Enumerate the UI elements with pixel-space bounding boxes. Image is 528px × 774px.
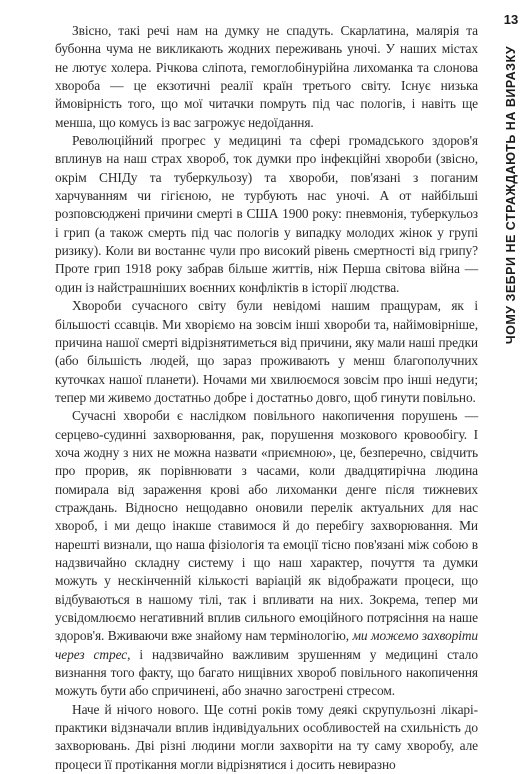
paragraph: Наче й нічого нового. Ще сотні років тому деякі скрупульозні лікарі-практики відзначали вплив індивідуальних особливостей на схильність до захворювань. Дві різні людини могли захворіти на ту саму хворобу, але процеси її протікання могли відрізнятися і досить невиразно [55, 701, 478, 772]
paragraph: Хвороби сучасного світу були невідомі нашим пращурам, як і більшості ссавців. Ми хворіємо на зовсім інші хвороби та, найімовірніше, причина нашої смерті відрізнятиметься від причини, яку мали наші предки (або більшість людей, що зараз проживають у менш благополучних куточках нашої планети). Ночами ми хвилюємося зовсім про інші недуги; тепер ми живемо достатньо добре і достатньо довго, щоб гинути повільно. [55, 298, 478, 405]
paragraph: Звісно, такі речі нам на думку не спадуть. Скарлатина, малярія та бубонна чума не викликають жодних переживань уночі. У наших містах не лютує холера. Річкова сліпота, гемоглобінурійна лихоманка та слонова хвороба — це екзотичні реалії країн третього світу. Існує низька ймовірність того, що мої читачки помруть під час пологів, і навіть ще менша, що комусь із вас загрожує недоїдання. [55, 23, 478, 130]
emphasis-text: ми можемо захворіти через стрес [55, 628, 478, 662]
running-title: ЧОМУ ЗЕБРИ НЕ СТРАЖДАЮТЬ НА ВИРАЗКУ [504, 45, 518, 345]
body-text [55, 22, 478, 774]
paragraph [55, 407, 478, 701]
paragraph: Революційний прогрес у медицині та сфері громадського здоров'я вплинув на наш страх хвороб, ток думки про інфекційні хвороби (звісно, окрім СНІДу та туберкульозу) та хвороби, пов'язані з поганим харчуванням чи гігієною, не турбують нас уночі. А от найбільші розповсюджені причини смерті в США 1900 року: пневмонія, туберкульоз і грип (а також смерть під час пологів у випадку молодих жінок у групі ризику). Коли ви востаннє чули про високий рівень смертності від грипу? Проте грип 1918 року забрав більше життів, ніж Перша світова війна — один із найстрашніших воєнних конфліктів в історії людства. [55, 133, 478, 295]
paragraph-text: Сучасні хвороби є наслідком повільного накопичення порушень — серцево-судинні захворювання, рак, порушення мозкового кровообігу. І хоча жодну з них не можна назвати «приємною», це, безперечно, свідчить про прорив, як порівнювати з часами, коли двадцятирічна людина помирала від зараження крові або лихоманки денге після тижневих страждань. Відносно нещодавно оновили перелік актуальних для нас хвороб, і ми дещо інакше ставимося й до перебігу захворювання. Ми нарешті визнали, що наша фізіологія та емоції тісно пов'язані між собою в надзвичайно складну систему і що наш характер, почуття та думки можуть у нескінченній кількості варіацій як відображати процеси, що відбуваються в нашому тілі, так і впливати на них. Зокрема, тепер ми усвідомлюємо негативний вплив сильного емоційного потрясіння на наше здоров'я. Вживаючи вже знайому нам термінологію, [55, 408, 478, 644]
page-number: 13 [503, 12, 519, 27]
paragraph-text: , і надзвичайно важливим зрушенням у медицині стало визнання того факту, що багато нищівних хвороб повільного накопичення можуть бути або спричинені, або значно загострені стресом. [55, 646, 478, 699]
